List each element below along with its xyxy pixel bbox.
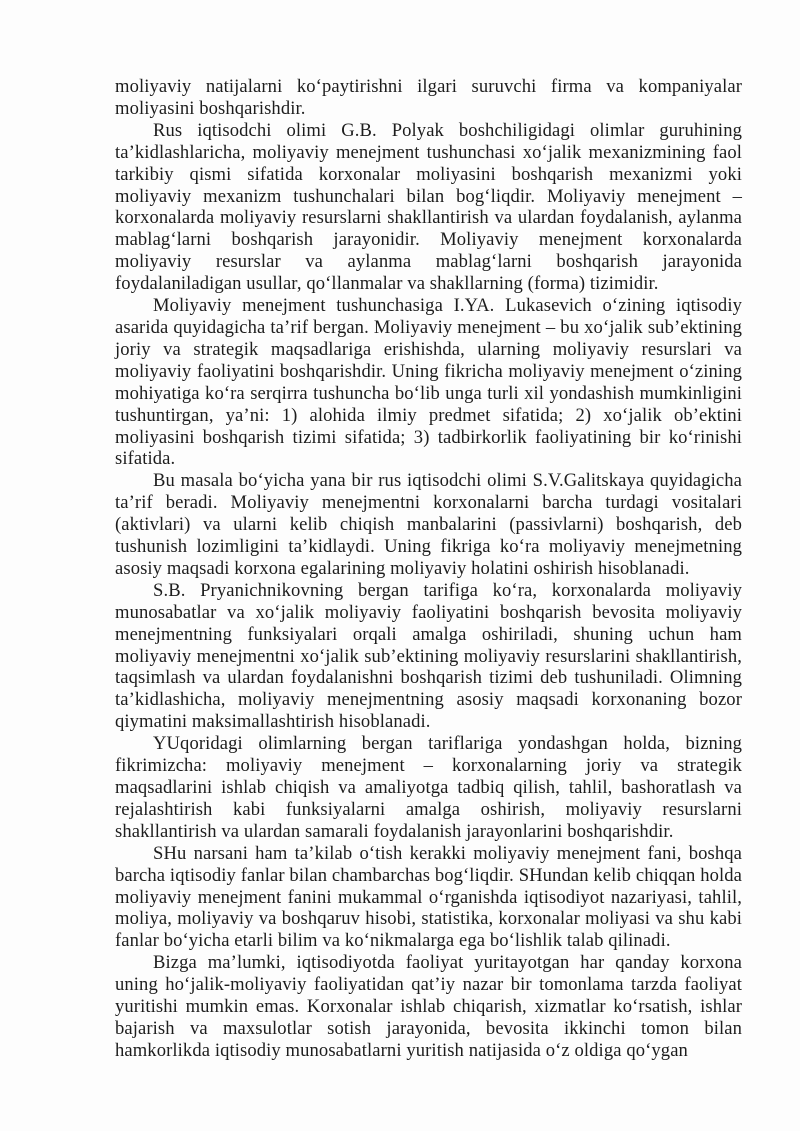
paragraph: YUqoridagi olimlarning bergan tariflariga yondashgan holda, bizning fikrimizcha: moliyaviy menejment – korxonalarning joriy va strategik maqsadlarini ishlab chiqish va amaliyotga tadbiq qilish, tahlil, bashoratlash va rejalashtirish kabi funksiyalarni amalga oshirish, moliyaviy resurslarni shakllantirish va ulardan samarali foydalanish jarayonlarini boshqarishdir. bbox=[115, 733, 742, 842]
page-text-block bbox=[115, 76, 742, 1062]
paragraph: S.B. Pryanichnikovning bergan tarifiga ko‘ra, korxonalarda moliyaviy munosabatlar va xo‘jalik moliyaviy faoliyatini boshqarish bevosita moliyaviy menejmentning funksiyalari orqali amalga oshiriladi, shuning uchun ham moliyaviy menejmentni xo‘jalik sub’ektining moliyaviy resurslarini shakllantirish, taqsimlash va ulardan foydalanishni boshqarish tizimi deb tushuniladi. Olimning ta’kidlashicha, moliyaviy menejmentning asosiy maqsadi korxonaning bozor qiymatini maksimallashtirish hisoblanadi. bbox=[115, 579, 742, 733]
paragraph: Bizga ma’lumki, iqtisodiyotda faoliyat yuritayotgan har qanday korxona uning ho‘jalik-moliyaviy faoliyatidan qat’iy nazar bir tomonlama tarzda faoliyat yuritishi mumkin emas. Korxonalar ishlab chiqarish, xizmatlar ko‘rsatish, ishlar bajarish va maxsulotlar sotish jarayonida, bevosita ikkinchi tomon bilan hamkorlikda iqtisodiy munosabatlarni yuritish natijasida o‘z oldiga qo‘ygan bbox=[115, 952, 742, 1061]
paragraph: SHu narsani ham ta’kilab o‘tish kerakki moliyaviy menejment fani, boshqa barcha iqtisodiy fanlar bilan chambarchas bog‘liqdir. SHundan kelib chiqqan holda moliyaviy menejment fanini mukammal o‘rganishda iqtisodiyot nazariyasi, tahlil, moliya, moliyaviy va boshqaruv hisobi, statistika, korxonalar moliyasi va shu kabi fanlar bo‘yicha etarli bilim va ko‘nikmalarga ega bo‘lishlik talab qilinadi. bbox=[115, 842, 742, 952]
paragraph: Moliyaviy menejment tushunchasiga I.YA. Lukasevich o‘zining iqtisodiy asarida quyidagicha ta’rif bergan. Moliyaviy menejment – bu xo‘jalik sub’ektining joriy va strategik maqsadlariga erishishda, ularning moliyaviy resurslari va moliyaviy faoliyatini boshqarishdir. Uning fikricha moliyaviy menejment o‘zining mohiyatiga ko‘ra serqirra tushuncha bo‘lib unga turli xil yondashish mumkinligini tushuntirgan, ya’ni: 1) alohida ilmiy predmet sifatida; 2) xo‘jalik ob’ektini moliyasini boshqarish tizimi sifatida; 3) tadbirkorlik faoliyatining bir ko‘rinishi sifatida. bbox=[115, 295, 742, 470]
paragraph: Rus iqtisodchi olimi G.B. Polyak boshchiligidagi olimlar guruhining ta’kidlashlaricha, moliyaviy menejment tushunchasi xo‘jalik mexanizmining faol tarkibiy qismi sifatida korxonalar moliyasini boshqarish mexanizmi yoki moliyaviy mexanizm tushunchalari bilan bog‘liqdir. Moliyaviy menejment – korxonalarda moliyaviy resurslarni shakllantirish va ulardan foydalanish, aylanma mablag‘larni boshqarish jarayonidir. Moliyaviy menejment korxonalarda moliyaviy resurslar va aylanma mablag‘larni boshqarish jarayonida foydalaniladigan usullar, qo‘llanmalar va shakllarning (forma) tizimidir. bbox=[115, 119, 742, 295]
paragraph: moliyaviy natijalarni ko‘paytirishni ilgari suruvchi firma va kompaniyalar moliyasini boshqarishdir. bbox=[115, 76, 742, 119]
paragraph: Bu masala bo‘yicha yana bir rus iqtisodchi olimi S.V.Galitskaya quyidagicha ta’rif beradi. Moliyaviy menejmentni korxonalarni barcha turdagi vositalari (aktivlari) va ularni kelib chiqish manbalarini (passivlarni) boshqarish, deb tushunish lozimligini ta’kidlaydi. Uning fikriga ko‘ra moliyaviy menejmetning asosiy maqsadi korxona egalarining moliyaviy holatini oshirish hisoblanadi. bbox=[115, 470, 742, 579]
